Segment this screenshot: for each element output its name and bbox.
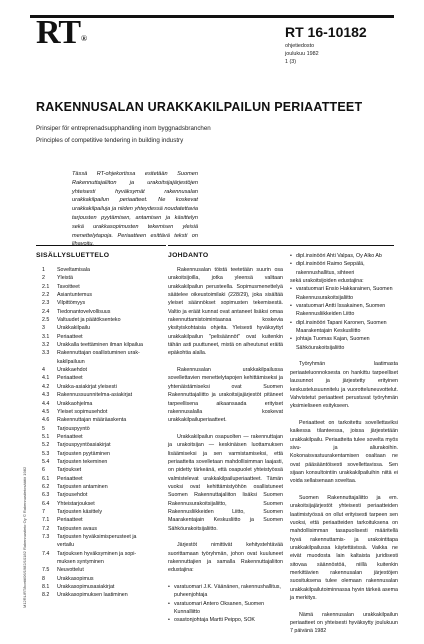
contractor-intro: sekä urakoitsijoiden edustajina: [290, 278, 364, 285]
toc-item-label: Tiedonantovelvollisuus [57, 308, 111, 315]
card-code: RT 16-10182 [285, 24, 367, 40]
toc-item [42, 566, 162, 574]
toc-item-number: 2.3 [42, 300, 50, 307]
toc-item [42, 533, 162, 541]
toc-item [42, 383, 162, 391]
right-column [290, 252, 398, 644]
toc-item-number: 4.4 [42, 400, 50, 407]
johdanto-column [168, 266, 283, 633]
toc-item [42, 400, 162, 408]
toc-item-label: Neuvottelut [57, 567, 84, 574]
toc-item [42, 458, 162, 466]
contractor-list [290, 285, 398, 352]
toc-item [42, 408, 162, 416]
list-item: • johtaja Tuomas Kajan, Suomen Sähköurakoitsijaliitto [290, 335, 398, 352]
toc-item [42, 333, 162, 341]
toc-item-number [42, 358, 57, 366]
toc-item-label: Periaatteet [57, 517, 83, 524]
johdanto-paragraph: Rakennusalan urakkakilpailussa sovellettavien menettelytapojen kehittämiseksi ja yhtenäistämiseksi ovat Suomen Rakennuttajaliitto ja urakoitsijajärjestöt pitäneet tarpeellisena aikaansaada erityiset rakennusalalla koskevat urakkakilpailuperiaatteet. [168, 367, 283, 424]
toc-item-label: Urakkalla teettäminen ilman kilpailua [57, 342, 143, 349]
toc-item-label: Periaatteet [57, 333, 83, 340]
toc-item [42, 358, 162, 366]
subtitle-english: Principles of competitive tendering in building industry [36, 137, 184, 144]
johdanto-paragraph: Urakkakilpailun osapuolten — rakennuttajan ja urakoitsijan — keskinäisen luottamuksen lisäämiseksi ja sen varmistamiseksi, että periaatteita sovelletaan mahdollisimman laajasti, on pidetty tärkeänä, että osapuolet yhteistyössä valmistelevat urakkakilpailuperiaatteet. Tämän vuoksi ovat kehittämistyöhön osallistuneet Suomen Rakennuttajaliiton lisäksi Suomen Rakennusurakoitsijaliitto, Suomen Rakennusliikkeiden Liitto, Suomen Maarakentajain Keskusliitto ja Suomen Sähköurakoitsijaliitto. [168, 433, 283, 532]
list-item: • dipl.insinööri Ahti Valpas, Oy Alko Ab [290, 252, 398, 260]
toc-item-label: Tavoitteet [57, 283, 80, 290]
toc-item-label: kakilpailuun [57, 358, 85, 365]
list-item: • dipl.insinööri Tapani Karonen, Suomen Maarakentajain Keskusliitto [290, 319, 398, 336]
toc-item [42, 274, 162, 282]
body-paragraph: Periaatteet on tarkoitettu sovellettaviksi kaikessa tilanteessa, joissa järjestetään urakkakilpailu. Periaatteita tulee sovelta myös sivu- ja aliurakoihin. Kokonaisvastuurakentamisen osaltaan ne ovat pääsääntöisesti sovellettavissa. Sen sijaan konsultointiin urakkakilpailuihin niitä ei voida sellaisenaan soveltaa. [290, 419, 398, 485]
toc-item [42, 466, 162, 474]
list-item: • varatuomari Antti Issakainen, Suomen Rakennusliikkeiden Liitto [290, 302, 398, 319]
toc-item [42, 316, 162, 324]
toc-item-label: Tarjousten antaminen [57, 483, 108, 490]
list-item: • varatuomari Antero Oksanen, Suomen Kunnalliitto [168, 600, 283, 617]
toc-item [42, 491, 162, 499]
toc-item-label: Tarjouksen hyväksyminen ja sopi- [57, 550, 137, 557]
intro-paragraph: Tässä RT-ohjekortissa esitetään Suomen Rakennuttajaliiton ja urakoitsijajärjestöjen yhteisesti hyväksymät rakennusalan urakkakilpailun periaatteet. Ne koskevat urakkakilpailuja ja niiden yhteydessä noudatettavia tarjousten pyytämisen, antamisen ja käsittelyn sekä urakkasopimusten tekemisen yleisiä menettelytapoja. Periaatteen esittävä teksti on lihavoitu. [72, 171, 198, 248]
toc-item-label: muksen syntyminen [57, 559, 104, 566]
toc-item-label: Periaatteet [57, 375, 83, 382]
toc-item [42, 366, 162, 374]
subtitle-swedish: Prinsiper för entreprenadsupphandling inom byggnadsbranchen [36, 125, 211, 132]
toc-item [42, 541, 162, 549]
toc-item-number: 2.1 [42, 283, 50, 290]
toc-item-label: Vilpittömyys [57, 300, 86, 307]
toc-item-number: 1 [42, 267, 45, 273]
toc-item [42, 341, 162, 349]
toc-item [42, 425, 162, 433]
toc-item-label: Urakka-asiakirjat yleisesti [57, 383, 117, 390]
toc-item-label: Urakkaohjelma [57, 400, 93, 407]
toc-item-label: Tarjousten käsittely [57, 508, 103, 515]
toc-item-number: 7.2 [42, 525, 50, 532]
toc-item-number: 5.2 [42, 442, 50, 449]
document-title: RAKENNUSALAN URAKKAKILPAILUN PERIAATTEET [36, 100, 363, 114]
list-item: • varatuomari J.K. Väänänen, rakennushallitus, puheenjohtaja [168, 583, 283, 600]
toc-item [42, 516, 162, 524]
toc-item [42, 283, 162, 291]
toc-item-label: Tarjouspyyntöasiakirjat [57, 442, 111, 449]
toc-item [42, 550, 162, 558]
toc-item-number: 3.3 [42, 350, 50, 357]
toc-item [42, 416, 162, 424]
toc-item-label: Soveltamisala [57, 267, 90, 273]
toc-item-number: 3.2 [42, 342, 50, 349]
toc-item-number: 7 [42, 508, 45, 515]
toc-item-number: 7.5 [42, 567, 50, 574]
toc-item [42, 441, 162, 449]
toc-item-number: 5.3 [42, 450, 50, 457]
toc-item [42, 525, 162, 533]
johdanto-heading: JOHDANTO [168, 252, 209, 259]
toc-item [42, 450, 162, 458]
card-type: ohjetiedosto [285, 43, 315, 49]
section-rule-left [36, 245, 166, 246]
toc-item [42, 433, 162, 441]
list-item: • osastonjohtaja Martti Peippo, SOK [168, 616, 283, 624]
toc-item [42, 291, 162, 299]
toc-item-number: 4 [42, 367, 45, 374]
toc-item-label: Yleiset sopimusehdot [57, 408, 108, 415]
toc-item-number: 4.5 [42, 408, 50, 415]
toc-item-number: 2.4 [42, 308, 50, 315]
card-date: joulukuu 1982 [285, 51, 319, 57]
toc-item-label: Urakkasopimuksen laatiminen [57, 592, 128, 599]
toc-item [42, 266, 162, 274]
toc-item-label: Yhteistarjoukset [57, 500, 95, 507]
toc-item-number: 3 [42, 325, 45, 332]
toc-heading: SISÄLLYSLUETTELO [36, 252, 110, 259]
toc-item-number: 3.1 [42, 333, 50, 340]
toc-item-label: Urakkasopimus [57, 575, 94, 582]
toc-item-number: 7.3 [42, 534, 50, 540]
toc-item-label: Tarjousten hyväksimisperusteet ja [57, 534, 137, 540]
toc-item-number: 2.5 [42, 317, 50, 324]
toc-item [42, 475, 162, 483]
toc-item-label: Tarjoukset [57, 467, 82, 474]
toc-item-label: Yleistä [57, 275, 73, 282]
johdanto-paragraph: Rakennusalan töistä teetetään suurin osa urakoitsijoilla, jotka yleensä valitaan urakkakilpailun perusteella. Sopimusmenettelyä säätelee oikeustoimilaki (228/29), joka sisältää yleiset säännökset sopimusten tekemisestä. Valtio ja eräät kunnat ovat antaneet lisäksi omaa rakennuttamistoimintaansa koskevia yksityiskohtaisia ohjeita. Yleisesti hyväksyttyt urakkakilpailun "pelisäännöt" ovat kuitenkin tähän asti puuttuneet, mistä on aiheutunut eräitä epäkohtia alalla. [168, 267, 283, 357]
card-pages: 1 (3) [285, 59, 297, 65]
working-group-list-continued [290, 252, 398, 277]
toc-item-number: 5.4 [42, 458, 50, 465]
toc-item-label: vertailu [57, 542, 75, 549]
body-paragraph: Nämä rakennusalan urakkakilpailun periaatteet on yhteisesti hyväksytty joulukuun 7 päivänä 1982 [290, 611, 398, 635]
body-paragraph: Suomen Rakennuttajaliitto ja em. urakoitsijajärjestöt yhteisesti periaatteiden laatimistyössä on ollut erityisesti tarpeen sen vuoksi, että periaatteiden tarkoituksena on mahdollisimman tasapuolisesti määritellä hyvä rakennuttamis- ja urakointitapa urakkakilpailussa käytettävissä. Vaikka ne eivät muodosta lain kaltaista juridisesti sitovaa säännöstöä, niillä kuitenkin merkittävien rakennusalan järjestöjen suosituksena tulee olemaan rakennusalan urakkakilpailutoiminnassa hyvin tärkeä asema ja merkitys. [290, 494, 398, 602]
toc-item-label: Urakkasopimusasiakirjat [57, 584, 115, 591]
rt-logo: RT® [36, 14, 87, 51]
toc-item-number: 2 [42, 275, 45, 282]
toc-item-label: Urakkakilpailu [57, 325, 90, 332]
toc-item-label: Asiantuntemus [57, 292, 93, 299]
toc-item-number: 6.3 [42, 492, 50, 499]
toc-item [42, 324, 162, 332]
toc-item [42, 349, 162, 357]
toc-item [42, 391, 162, 399]
toc-item-number: 8.1 [42, 584, 50, 591]
toc-item-label: Tarjousten avaus [57, 525, 98, 532]
toc-item-number: 6 [42, 467, 45, 474]
toc-item [42, 483, 162, 491]
toc-item-label: Valtuudet ja päätöksenteko [57, 317, 121, 324]
toc-item [42, 583, 162, 591]
toc-item-number: 6.4 [42, 500, 50, 507]
toc-item [42, 500, 162, 508]
toc-item-number: 2.2 [42, 292, 50, 299]
johdanto-paragraph: Järjestöt nimittivät kehitystehtävää suorittamaan työryhmän, johon ovat kuuluneet rakennuttajien ja samalla Rakennuttajaliiton edustajina: [168, 542, 283, 574]
toc-item [42, 374, 162, 382]
toc-item-number: 5.1 [42, 433, 50, 440]
toc-item-label: Tarjousten pyytäminen [57, 450, 110, 457]
toc-item-number: 8 [42, 575, 45, 582]
toc-item [42, 508, 162, 516]
toc-item-number: 7.4 [42, 550, 50, 557]
toc-item-label: Urakkaehdot [57, 367, 88, 374]
toc-item-number: 4.1 [42, 375, 50, 382]
toc-item-number: 7.1 [42, 517, 50, 524]
toc-item-label: Tarjousehdot [57, 492, 88, 499]
toc-item-number: 6.1 [42, 475, 50, 482]
toc-item-label: Periaatteet [57, 475, 83, 482]
toc-item-number: 8.2 [42, 592, 50, 599]
toc-item-number [42, 541, 57, 549]
body-paragraph: Työryhmän laatimasta periaateluonnoksesta on hankittu tarpeelliset lausunnot ja järjestetty erityinen keskustelusuunnitelu ja vuorotteluneuvottelut. Vahvistetut periaatteet perustuvat työryhmän yksimieliseen esitykseen. [290, 361, 398, 410]
toc-item-label: Tarjousten tekeminen [57, 458, 108, 465]
toc-item-number: 5 [42, 425, 45, 432]
toc-item-number: 6.2 [42, 483, 50, 490]
working-group-list [168, 583, 283, 625]
toc-item-label: Tarjouspyyntö [57, 425, 90, 432]
list-item: • dipl.insinööri Raimo Seppälä, rakennushallitus, sihteeri [290, 260, 398, 277]
toc-item [42, 299, 162, 307]
toc-item-label: Periaatteet [57, 433, 83, 440]
toc-item-number: 4.2 [42, 383, 50, 390]
section-rule-right [168, 245, 394, 246]
toc-item [42, 308, 162, 316]
toc-item-number [42, 558, 57, 566]
list-item: • varatuomari Ensio Hakkarainen, Suomen Rakennusurakoitsijaliitto [290, 285, 398, 302]
toc-item-label: Rakennuttajan määräaskenta [57, 417, 127, 424]
toc-item-label: Rakennussuunnitelma-asiakirjat [57, 392, 133, 399]
side-imprint: M12RL/RT/kortit/06/1982/10182 Rakennustieto Oy © Rakennustietosäätiö 1982 [22, 466, 27, 608]
toc-item [42, 575, 162, 583]
toc-item [42, 591, 162, 599]
toc-item-number: 4.3 [42, 392, 50, 399]
table-of-contents [42, 266, 162, 600]
toc-item-number: 4.6 [42, 417, 50, 424]
toc-item [42, 558, 162, 566]
toc-item-label: Rakennuttajan osallistuminen urak- [57, 350, 140, 357]
